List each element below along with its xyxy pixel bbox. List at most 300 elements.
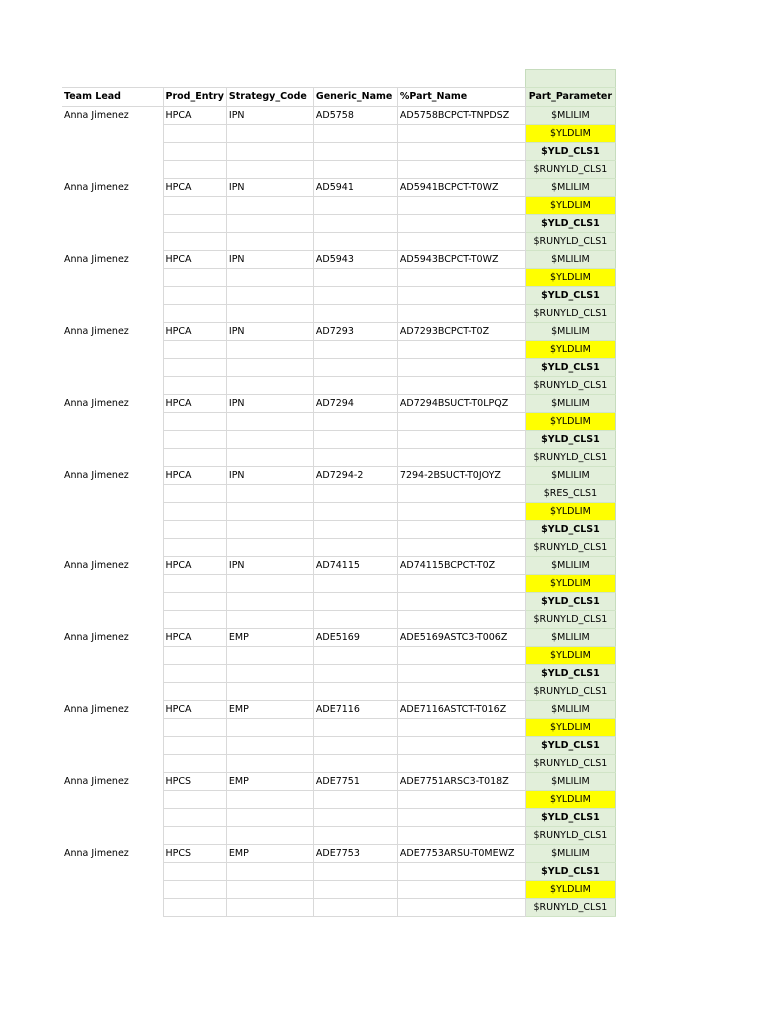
cell-part-name[interactable] (397, 826, 525, 844)
cell-generic-name[interactable] (313, 232, 397, 250)
cell-part-parameter[interactable]: $RUNYLD_CLS1 (525, 376, 615, 394)
cell-team-lead[interactable] (62, 340, 163, 358)
cell-generic-name[interactable] (313, 736, 397, 754)
cell-part-parameter[interactable]: $RUNYLD_CLS1 (525, 538, 615, 556)
cell-prod-entry[interactable] (163, 448, 226, 466)
cell-part-parameter[interactable]: $YLD_CLS1 (525, 592, 615, 610)
cell-team-lead[interactable] (62, 736, 163, 754)
cell-part-name[interactable] (397, 214, 525, 232)
cell-part-name[interactable]: ADE5169ASTC3-T006Z (397, 628, 525, 646)
cell-strategy-code[interactable] (226, 754, 313, 772)
cell-strategy-code[interactable] (226, 124, 313, 142)
cell-generic-name[interactable] (313, 376, 397, 394)
cell-part-parameter[interactable]: $YLDLIM (525, 340, 615, 358)
cell-team-lead[interactable]: Anna Jimenez (64, 253, 129, 265)
cell-part-name[interactable] (397, 484, 525, 502)
table-row (62, 556, 615, 574)
cell-strategy-code[interactable] (226, 160, 313, 178)
cell-part-parameter[interactable]: $YLD_CLS1 (525, 664, 615, 682)
cell-prod-entry[interactable] (163, 304, 226, 322)
cell-strategy-code[interactable] (226, 412, 313, 430)
cell-team-lead[interactable]: Anna Jimenez (64, 847, 129, 859)
cell-team-lead[interactable] (62, 682, 163, 700)
cell-prod-entry[interactable] (163, 826, 226, 844)
cell-generic-name[interactable]: ADE5169 (313, 628, 397, 646)
cell-strategy-code[interactable] (226, 592, 313, 610)
cell-prod-entry[interactable] (163, 808, 226, 826)
cell-part-name[interactable]: AD5943BCPCT-T0WZ (397, 250, 525, 268)
cell-team-lead[interactable] (62, 412, 163, 430)
cell-part-parameter[interactable]: $YLDLIM (525, 646, 615, 664)
cell-part-name[interactable] (397, 736, 525, 754)
cell-generic-name[interactable] (313, 574, 397, 592)
cell-team-lead[interactable] (62, 592, 163, 610)
cell-part-name[interactable] (397, 286, 525, 304)
cell-part-name[interactable] (397, 718, 525, 736)
cell-strategy-code[interactable] (226, 826, 313, 844)
cell-prod-entry[interactable] (163, 358, 226, 376)
cell-part-name[interactable] (397, 304, 525, 322)
cell-part-name[interactable]: AD5941BCPCT-T0WZ (397, 178, 525, 196)
table-row (62, 142, 615, 160)
cell-generic-name[interactable] (313, 862, 397, 880)
cell-prod-entry[interactable] (163, 754, 226, 772)
cell-part-parameter[interactable]: $RUNYLD_CLS1 (525, 610, 615, 628)
cell-part-parameter[interactable]: $MLILIM (525, 322, 615, 340)
cell-prod-entry[interactable] (163, 862, 226, 880)
cell-team-lead[interactable] (62, 304, 163, 322)
table-row (62, 826, 615, 844)
cell-prod-entry[interactable]: HPCA (163, 700, 226, 718)
cell-strategy-code[interactable] (226, 484, 313, 502)
cell-strategy-code[interactable] (226, 520, 313, 538)
cell-part-name[interactable] (397, 664, 525, 682)
cell-strategy-code[interactable] (226, 646, 313, 664)
cell-strategy-code[interactable] (226, 574, 313, 592)
cell-part-name[interactable] (397, 538, 525, 556)
table-row (62, 448, 615, 466)
cell-part-parameter[interactable]: $RUNYLD_CLS1 (525, 304, 615, 322)
table-row (62, 430, 615, 448)
cell-team-lead[interactable] (62, 214, 163, 232)
cell-part-parameter[interactable]: $MLILIM (525, 844, 615, 862)
cell-prod-entry[interactable] (163, 682, 226, 700)
header-team-lead[interactable]: Team Lead (62, 87, 163, 106)
cell-part-name[interactable]: AD7294BSUCT-T0LPQZ (397, 394, 525, 412)
cell-team-lead[interactable] (62, 610, 163, 628)
cell-prod-entry[interactable] (163, 502, 226, 520)
cell-part-parameter[interactable]: $YLD_CLS1 (525, 286, 615, 304)
table-row (62, 646, 615, 664)
cell-prod-entry[interactable] (163, 538, 226, 556)
cell-part-parameter[interactable]: $YLD_CLS1 (525, 808, 615, 826)
cell-generic-name[interactable] (313, 358, 397, 376)
cell-part-name[interactable] (397, 898, 525, 916)
cell-generic-name[interactable] (313, 268, 397, 286)
cell-team-lead[interactable] (62, 520, 163, 538)
cell-prod-entry[interactable] (163, 412, 226, 430)
cell-prod-entry[interactable] (163, 718, 226, 736)
cell-generic-name[interactable] (313, 412, 397, 430)
cell-part-parameter[interactable]: $YLD_CLS1 (525, 862, 615, 880)
table-row (62, 340, 615, 358)
cell-strategy-code[interactable]: EMP (226, 628, 313, 646)
cell-team-lead[interactable] (62, 880, 163, 898)
cell-part-name[interactable] (397, 448, 525, 466)
cell-prod-entry[interactable]: HPCA (163, 556, 226, 574)
cell-part-parameter[interactable]: $YLDLIM (525, 790, 615, 808)
cell-part-parameter[interactable]: $YLDLIM (525, 196, 615, 214)
cell-part-name[interactable]: ADE7753ARSU-T0MEWZ (397, 844, 525, 862)
param-spacer-cell (525, 70, 615, 88)
cell-team-lead[interactable] (62, 574, 163, 592)
cell-part-parameter[interactable]: $RUNYLD_CLS1 (525, 160, 615, 178)
cell-generic-name[interactable] (313, 142, 397, 160)
cell-team-lead[interactable] (62, 718, 163, 736)
cell-part-name[interactable] (397, 232, 525, 250)
cell-team-lead[interactable] (62, 142, 163, 160)
cell-prod-entry[interactable] (163, 484, 226, 502)
header-part-parameter[interactable]: Part_Parameter (525, 87, 615, 106)
cell-strategy-code[interactable] (226, 610, 313, 628)
header-prod-entry[interactable]: Prod_Entry (163, 87, 226, 106)
cell-prod-entry[interactable] (163, 574, 226, 592)
cell-part-name[interactable]: AD5758BCPCT-TNPDSZ (397, 106, 525, 124)
cell-prod-entry[interactable] (163, 142, 226, 160)
cell-prod-entry[interactable]: HPCS (163, 772, 226, 790)
cell-team-lead[interactable] (62, 826, 163, 844)
cell-part-parameter[interactable]: $MLILIM (525, 466, 615, 484)
cell-prod-entry[interactable] (163, 880, 226, 898)
cell-team-lead[interactable]: Anna Jimenez (64, 397, 129, 409)
cell-team-lead[interactable] (62, 196, 163, 214)
cell-prod-entry[interactable] (163, 214, 226, 232)
cell-part-parameter[interactable]: $RUNYLD_CLS1 (525, 682, 615, 700)
cell-part-name[interactable] (397, 862, 525, 880)
spacer-cell (226, 70, 313, 88)
cell-part-name[interactable] (397, 502, 525, 520)
header-part-name[interactable]: %Part_Name (397, 87, 525, 106)
cell-generic-name[interactable] (313, 484, 397, 502)
cell-team-lead[interactable] (62, 484, 163, 502)
cell-generic-name[interactable] (313, 448, 397, 466)
cell-part-name[interactable] (397, 646, 525, 664)
cell-generic-name[interactable]: AD74115 (313, 556, 397, 574)
cell-generic-name[interactable] (313, 124, 397, 142)
cell-team-lead[interactable] (62, 286, 163, 304)
cell-strategy-code[interactable] (226, 790, 313, 808)
cell-generic-name[interactable] (313, 718, 397, 736)
spreadsheet-table (62, 69, 616, 917)
header-generic-name[interactable]: Generic_Name (313, 87, 397, 106)
cell-generic-name[interactable] (313, 502, 397, 520)
cell-part-name[interactable] (397, 790, 525, 808)
cell-prod-entry[interactable] (163, 430, 226, 448)
cell-part-parameter[interactable]: $RUNYLD_CLS1 (525, 826, 615, 844)
cell-strategy-code[interactable] (226, 430, 313, 448)
cell-part-parameter[interactable]: $MLILIM (525, 394, 615, 412)
cell-team-lead[interactable] (62, 538, 163, 556)
cell-prod-entry[interactable] (163, 592, 226, 610)
cell-team-lead[interactable] (62, 646, 163, 664)
cell-strategy-code[interactable] (226, 718, 313, 736)
cell-team-lead[interactable] (62, 124, 163, 142)
cell-strategy-code[interactable] (226, 268, 313, 286)
cell-prod-entry[interactable] (163, 340, 226, 358)
table-row (62, 844, 615, 862)
cell-part-parameter[interactable]: $YLD_CLS1 (525, 520, 615, 538)
table-row (62, 214, 615, 232)
cell-part-parameter[interactable]: $RES_CLS1 (525, 484, 615, 502)
table-row (62, 394, 615, 412)
cell-part-parameter[interactable]: $MLILIM (525, 772, 615, 790)
table-row (62, 718, 615, 736)
cell-strategy-code[interactable]: IPN (226, 556, 313, 574)
cell-strategy-code[interactable] (226, 880, 313, 898)
table-row (62, 808, 615, 826)
cell-generic-name[interactable] (313, 520, 397, 538)
cell-team-lead[interactable]: Anna Jimenez (64, 631, 129, 643)
table-body (62, 106, 615, 916)
cell-prod-entry[interactable]: HPCA (163, 466, 226, 484)
cell-strategy-code[interactable] (226, 664, 313, 682)
cell-part-name[interactable]: 7294-2BSUCT-T0JOYZ (397, 466, 525, 484)
cell-strategy-code[interactable] (226, 286, 313, 304)
cell-generic-name[interactable]: AD7294 (313, 394, 397, 412)
cell-team-lead[interactable] (62, 790, 163, 808)
cell-part-parameter[interactable]: $MLILIM (525, 628, 615, 646)
cell-team-lead[interactable] (62, 160, 163, 178)
cell-prod-entry[interactable] (163, 196, 226, 214)
cell-team-lead[interactable] (62, 358, 163, 376)
cell-prod-entry[interactable]: HPCA (163, 106, 226, 124)
table-row (62, 664, 615, 682)
cell-team-lead[interactable]: Anna Jimenez (64, 703, 129, 715)
cell-team-lead[interactable] (62, 664, 163, 682)
cell-part-name[interactable] (397, 412, 525, 430)
cell-part-name[interactable] (397, 160, 525, 178)
cell-prod-entry[interactable] (163, 736, 226, 754)
cell-team-lead[interactable] (62, 232, 163, 250)
cell-generic-name[interactable]: AD5758 (313, 106, 397, 124)
cell-generic-name[interactable] (313, 790, 397, 808)
cell-part-parameter[interactable]: $YLD_CLS1 (525, 736, 615, 754)
cell-part-name[interactable] (397, 574, 525, 592)
cell-strategy-code[interactable] (226, 232, 313, 250)
cell-part-name[interactable] (397, 142, 525, 160)
cell-generic-name[interactable] (313, 808, 397, 826)
cell-strategy-code[interactable] (226, 214, 313, 232)
cell-strategy-code[interactable] (226, 898, 313, 916)
cell-part-name[interactable] (397, 196, 525, 214)
cell-prod-entry[interactable] (163, 268, 226, 286)
cell-part-name[interactable] (397, 808, 525, 826)
cell-prod-entry[interactable]: HPCA (163, 322, 226, 340)
cell-team-lead[interactable]: Anna Jimenez (64, 325, 129, 337)
table-row (62, 412, 615, 430)
cell-strategy-code[interactable]: EMP (226, 844, 313, 862)
cell-team-lead[interactable]: Anna Jimenez (64, 469, 129, 481)
cell-generic-name[interactable] (313, 214, 397, 232)
cell-part-parameter[interactable]: $YLD_CLS1 (525, 430, 615, 448)
cell-part-parameter[interactable]: $YLD_CLS1 (525, 142, 615, 160)
cell-strategy-code[interactable] (226, 862, 313, 880)
cell-part-name[interactable] (397, 610, 525, 628)
table-row (62, 772, 615, 790)
table-row (62, 322, 615, 340)
cell-team-lead[interactable] (62, 430, 163, 448)
table-row (62, 286, 615, 304)
cell-part-name[interactable] (397, 880, 525, 898)
cell-team-lead[interactable] (62, 268, 163, 286)
cell-strategy-code[interactable] (226, 340, 313, 358)
cell-part-name[interactable] (397, 682, 525, 700)
cell-prod-entry[interactable] (163, 286, 226, 304)
cell-prod-entry[interactable] (163, 790, 226, 808)
cell-team-lead[interactable] (62, 376, 163, 394)
cell-prod-entry[interactable] (163, 664, 226, 682)
cell-team-lead[interactable] (62, 502, 163, 520)
cell-part-parameter[interactable]: $YLDLIM (525, 412, 615, 430)
cell-generic-name[interactable] (313, 430, 397, 448)
cell-part-name[interactable] (397, 430, 525, 448)
cell-part-parameter[interactable]: $MLILIM (525, 700, 615, 718)
cell-part-parameter[interactable]: $YLDLIM (525, 718, 615, 736)
cell-prod-entry[interactable] (163, 898, 226, 916)
cell-part-parameter[interactable]: $YLDLIM (525, 124, 615, 142)
cell-generic-name[interactable]: AD7294-2 (313, 466, 397, 484)
cell-prod-entry[interactable] (163, 610, 226, 628)
cell-team-lead[interactable] (62, 898, 163, 916)
cell-prod-entry[interactable] (163, 124, 226, 142)
cell-strategy-code[interactable] (226, 304, 313, 322)
cell-prod-entry[interactable]: HPCA (163, 178, 226, 196)
cell-generic-name[interactable] (313, 664, 397, 682)
cell-generic-name[interactable] (313, 538, 397, 556)
cell-prod-entry[interactable] (163, 520, 226, 538)
cell-part-parameter[interactable]: $YLDLIM (525, 502, 615, 520)
cell-team-lead[interactable]: Anna Jimenez (64, 109, 129, 121)
cell-prod-entry[interactable]: HPCS (163, 844, 226, 862)
cell-prod-entry[interactable] (163, 376, 226, 394)
cell-strategy-code[interactable]: IPN (226, 466, 313, 484)
cell-strategy-code[interactable] (226, 196, 313, 214)
cell-strategy-code[interactable]: EMP (226, 700, 313, 718)
cell-team-lead[interactable] (62, 862, 163, 880)
cell-generic-name[interactable] (313, 340, 397, 358)
cell-strategy-code[interactable] (226, 682, 313, 700)
cell-strategy-code[interactable] (226, 808, 313, 826)
cell-generic-name[interactable] (313, 160, 397, 178)
cell-strategy-code[interactable]: IPN (226, 250, 313, 268)
cell-team-lead[interactable] (62, 448, 163, 466)
cell-part-parameter[interactable]: $YLD_CLS1 (525, 358, 615, 376)
cell-part-parameter[interactable]: $RUNYLD_CLS1 (525, 898, 615, 916)
cell-generic-name[interactable] (313, 826, 397, 844)
cell-generic-name[interactable] (313, 304, 397, 322)
cell-generic-name[interactable]: ADE7116 (313, 700, 397, 718)
cell-part-parameter[interactable]: $YLD_CLS1 (525, 214, 615, 232)
cell-generic-name[interactable]: AD5943 (313, 250, 397, 268)
cell-strategy-code[interactable] (226, 358, 313, 376)
cell-part-name[interactable] (397, 268, 525, 286)
cell-strategy-code[interactable] (226, 736, 313, 754)
cell-part-parameter[interactable]: $YLDLIM (525, 880, 615, 898)
cell-generic-name[interactable] (313, 592, 397, 610)
cell-part-parameter[interactable]: $YLDLIM (525, 268, 615, 286)
cell-generic-name[interactable]: AD7293 (313, 322, 397, 340)
cell-team-lead[interactable]: Anna Jimenez (64, 559, 129, 571)
cell-strategy-code[interactable] (226, 538, 313, 556)
cell-part-name[interactable]: AD74115BCPCT-T0Z (397, 556, 525, 574)
cell-generic-name[interactable] (313, 682, 397, 700)
cell-part-name[interactable] (397, 592, 525, 610)
table-row (62, 610, 615, 628)
cell-strategy-code[interactable] (226, 142, 313, 160)
cell-generic-name[interactable] (313, 880, 397, 898)
cell-part-parameter[interactable]: $RUNYLD_CLS1 (525, 754, 615, 772)
cell-strategy-code[interactable] (226, 502, 313, 520)
cell-part-name[interactable]: ADE7751ARSC3-T018Z (397, 772, 525, 790)
cell-team-lead[interactable]: Anna Jimenez (64, 775, 129, 787)
cell-part-parameter[interactable]: $RUNYLD_CLS1 (525, 232, 615, 250)
cell-prod-entry[interactable] (163, 646, 226, 664)
cell-part-name[interactable] (397, 754, 525, 772)
cell-team-lead[interactable]: Anna Jimenez (64, 181, 129, 193)
cell-strategy-code[interactable]: IPN (226, 106, 313, 124)
cell-generic-name[interactable] (313, 286, 397, 304)
cell-part-name[interactable] (397, 376, 525, 394)
cell-team-lead[interactable] (62, 754, 163, 772)
cell-generic-name[interactable] (313, 754, 397, 772)
cell-strategy-code[interactable]: IPN (226, 178, 313, 196)
cell-part-name[interactable] (397, 520, 525, 538)
cell-part-name[interactable] (397, 340, 525, 358)
cell-part-parameter[interactable]: $RUNYLD_CLS1 (525, 448, 615, 466)
cell-strategy-code[interactable] (226, 376, 313, 394)
cell-generic-name[interactable] (313, 646, 397, 664)
cell-strategy-code[interactable]: IPN (226, 394, 313, 412)
cell-part-parameter[interactable]: $MLILIM (525, 106, 615, 124)
header-strategy-code[interactable]: Strategy_Code (226, 87, 313, 106)
cell-strategy-code[interactable]: IPN (226, 322, 313, 340)
table-row (62, 790, 615, 808)
cell-part-parameter[interactable]: $MLILIM (525, 250, 615, 268)
cell-generic-name[interactable]: ADE7751 (313, 772, 397, 790)
cell-generic-name[interactable] (313, 898, 397, 916)
cell-generic-name[interactable]: AD5941 (313, 178, 397, 196)
cell-strategy-code[interactable] (226, 448, 313, 466)
cell-prod-entry[interactable]: HPCA (163, 628, 226, 646)
cell-part-parameter[interactable]: $MLILIM (525, 556, 615, 574)
cell-part-parameter[interactable]: $YLDLIM (525, 574, 615, 592)
cell-prod-entry[interactable]: HPCA (163, 394, 226, 412)
cell-part-name[interactable] (397, 358, 525, 376)
cell-generic-name[interactable] (313, 196, 397, 214)
cell-part-name[interactable]: AD7293BCPCT-T0Z (397, 322, 525, 340)
cell-part-name[interactable] (397, 124, 525, 142)
table-row (62, 250, 615, 268)
cell-prod-entry[interactable] (163, 160, 226, 178)
cell-part-parameter[interactable]: $MLILIM (525, 178, 615, 196)
cell-team-lead[interactable] (62, 808, 163, 826)
cell-prod-entry[interactable]: HPCA (163, 250, 226, 268)
cell-generic-name[interactable] (313, 610, 397, 628)
cell-generic-name[interactable]: ADE7753 (313, 844, 397, 862)
cell-strategy-code[interactable]: EMP (226, 772, 313, 790)
cell-part-name[interactable]: ADE7116ASTCT-T016Z (397, 700, 525, 718)
cell-prod-entry[interactable] (163, 232, 226, 250)
